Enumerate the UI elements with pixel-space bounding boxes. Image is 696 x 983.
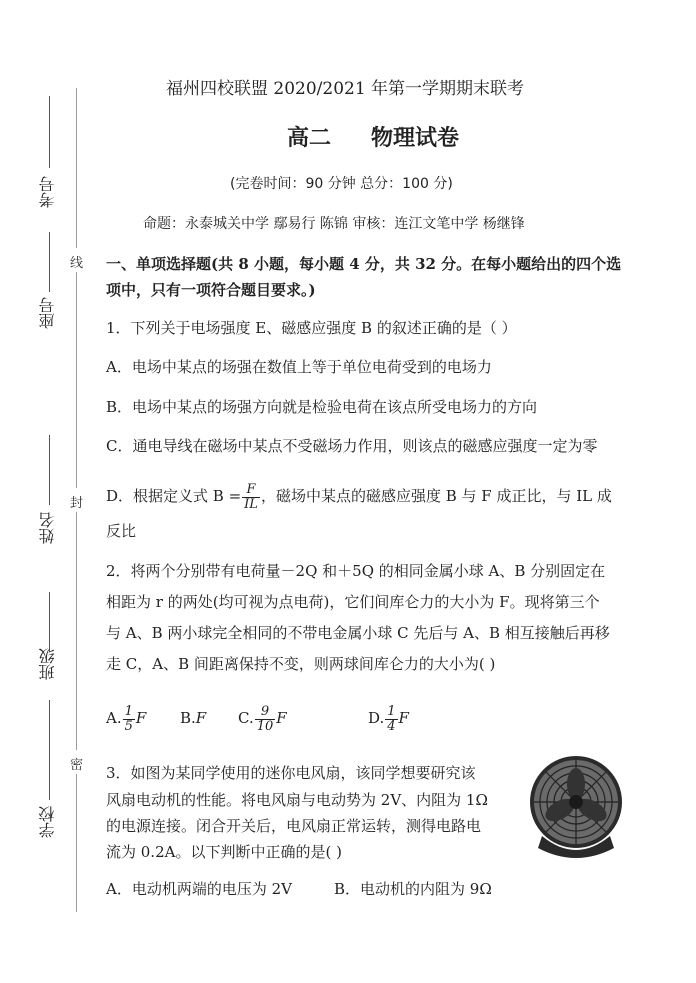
option-letter: D.: [368, 709, 385, 727]
option-letter: A.: [106, 709, 122, 727]
question-2-option-a: [106, 700, 146, 736]
question-1-option-a: A．电场中某点的场强在数值上等于单位电荷受到的电场力: [106, 358, 492, 376]
section-heading: 一、单项选择题(共 8 小题，每小题 4 分，共 32 分。在每小题给出的四个选: [106, 255, 622, 273]
option-symbol: F: [195, 709, 207, 727]
school-label: 学校: [38, 806, 57, 838]
section-heading-cont: 项中，只有一项符合题目要求。): [106, 281, 316, 299]
seal-char-line: 线: [70, 256, 84, 271]
option-fraction: [255, 705, 276, 734]
option-symbol: F: [276, 709, 287, 727]
option-fraction: [385, 705, 397, 734]
seal-line-segment: [76, 512, 77, 750]
fraction-denominator: IL: [244, 496, 258, 512]
fraction-numerator: 1: [124, 703, 133, 719]
mini-fan-image: [520, 752, 632, 864]
exam-number-line: [49, 96, 50, 168]
question-1-option-c: C．通电导线在磁场中某点不受磁场力作用，则该点的磁感应强度一定为零: [106, 437, 598, 455]
question-3-line-2: 风扇电动机的性能。将电风扇与电动势为 2V、内阻为 1Ω: [106, 791, 488, 809]
fraction-numerator: 1: [387, 703, 396, 719]
fraction-denominator: 4: [387, 718, 396, 734]
fraction-numerator: 9: [255, 705, 276, 720]
question-3-option-b: B．电动机的内阻为 9Ω: [334, 880, 492, 898]
option-symbol: F: [135, 709, 147, 727]
name-line: [49, 435, 50, 505]
option-d-prefix: D．根据定义式 B =: [106, 487, 242, 505]
option-symbol: F: [398, 709, 409, 727]
page-title-grade: 高二: [287, 125, 332, 151]
question-2-option-c: [238, 700, 287, 736]
seat-number-label: 座号: [38, 297, 57, 329]
seal-line-segment: [76, 774, 77, 912]
seal-char-seal: 封: [70, 496, 84, 511]
definition-fraction: [242, 483, 260, 512]
school-line: [49, 700, 50, 800]
seat-number-line: [49, 232, 50, 292]
alliance-title: 福州四校联盟 2020/2021 年第一学期期末联考: [166, 79, 525, 99]
question-3-line-1: 3．如图为某同学使用的迷你电风扇，该同学想要研究该: [106, 764, 476, 782]
seal-line-segment: [76, 88, 77, 248]
question-1-option-b: B．电场中某点的场强方向就是检验电荷在该点所受电场力的方向: [106, 398, 538, 416]
fraction-denominator: 5: [124, 718, 133, 734]
question-1-stem: 1．下列关于电场强度 E、磁感应强度 B 的叙述正确的是（ ）: [106, 319, 517, 337]
exam-number-label: 考号: [38, 176, 57, 208]
question-2-option-b: [180, 700, 206, 736]
question-2-option-d: [368, 700, 409, 736]
class-label: 班级: [38, 648, 57, 680]
question-2-line-2: 相距为 r 的两处(均可视为点电荷)，它们间库仑力的大小为 F。现将第三个: [106, 593, 600, 611]
question-1-option-d: [106, 478, 612, 514]
question-2-line-3: 与 A、B 两小球完全相同的不带电金属小球 C 先后与 A、B 相互接触后再移: [106, 624, 610, 642]
page-title-subject: 物理试卷: [371, 125, 460, 151]
seal-line-segment: [76, 272, 77, 488]
exam-info: (完卷时间：90 分钟 总分：100 分): [230, 176, 453, 192]
option-d-suffix: ，磁场中某点的磁感应强度 B 与 F 成正比，与 IL 成: [260, 487, 612, 505]
fraction-denominator: 10: [256, 718, 274, 734]
question-3-line-3: 的电源连接。闭合开关后，电风扇正常运转，测得电路电: [106, 817, 482, 835]
option-fraction: [123, 705, 135, 734]
name-label: 姓名: [38, 512, 57, 544]
question-3-option-a: A．电动机两端的电压为 2V: [106, 880, 292, 898]
class-line: [49, 592, 50, 652]
fraction-numerator: F: [242, 483, 260, 498]
fan-hub: [569, 795, 583, 809]
question-2-line-1: 2．将两个分别带有电荷量－2Q 和＋5Q 的相同金属小球 A、B 分别固定在: [106, 562, 606, 580]
option-letter: C.: [238, 709, 254, 727]
question-1-option-d-cont: 反比: [106, 522, 137, 540]
question-3-line-4: 流为 0.2A。以下判断中正确的是( ): [106, 843, 342, 861]
author-info: 命题：永泰城关中学 鄢易行 陈锦 审核：连江文笔中学 杨继锋: [143, 216, 525, 232]
seal-char-secret: 密: [70, 758, 84, 773]
question-2-line-4: 走 C，A、B 间距离保持不变，则两球间库仑力的大小为( ): [106, 655, 496, 673]
option-letter: B.: [180, 709, 196, 727]
